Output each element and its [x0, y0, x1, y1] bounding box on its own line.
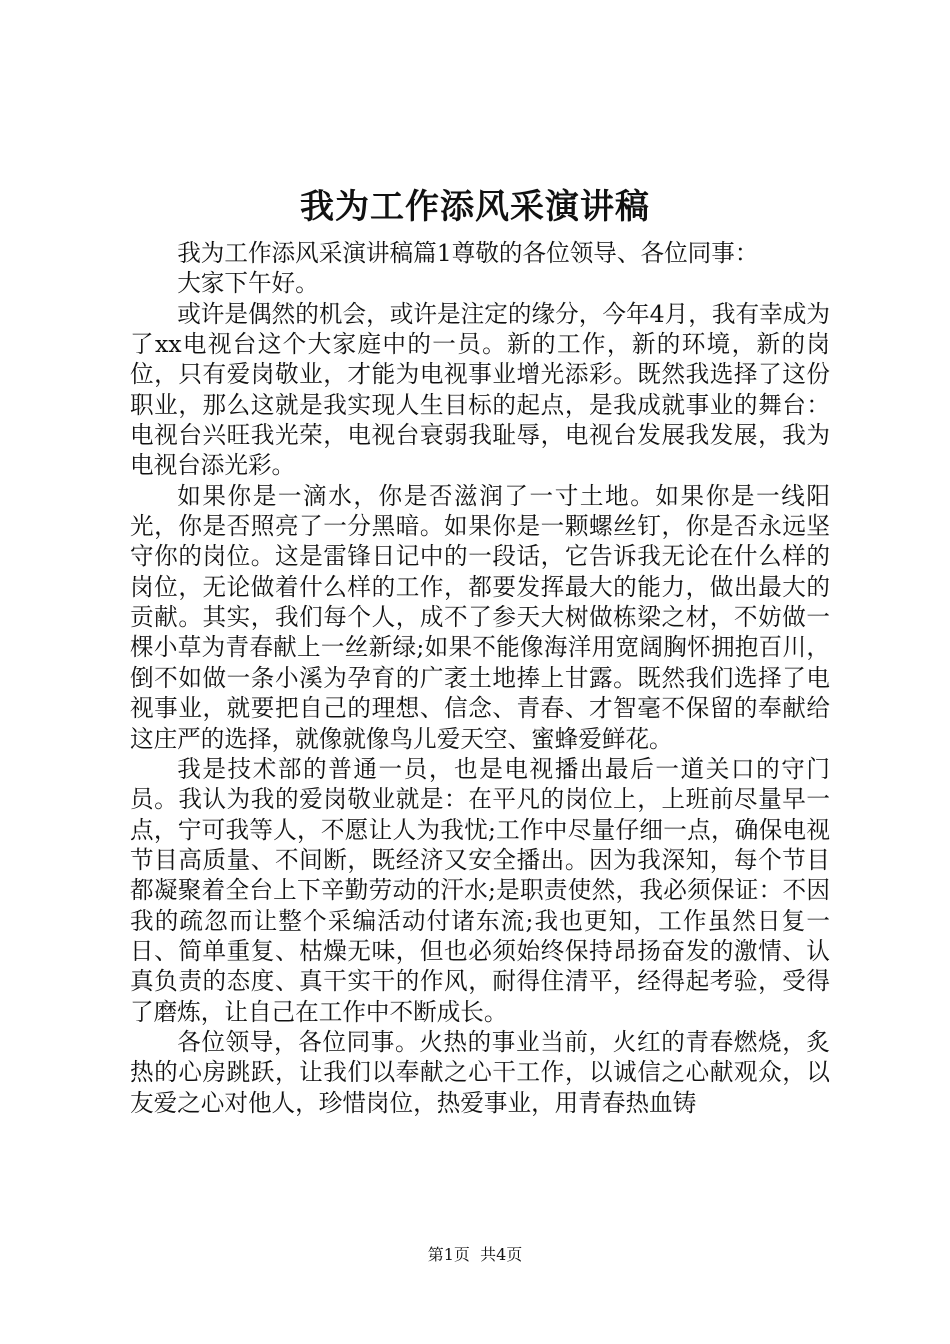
paragraph-greeting: 大家下午好。 — [177, 269, 319, 298]
paragraph-4: 各位领导，各位同事。火热的事业当前，火红的青春燃烧，炙热的心房跳跃，让我们以奉献之心干工作，以诚信之心献观众，以友爱之心对他人，珍惜岗位，热爱事业，用青春热血铸 — [130, 1027, 830, 1117]
paragraph-1: 或许是偶然的机会，或许是注定的缘分，今年4月，我有幸成为了xx电视台这个大家庭中的一员。新的工作，新的环境，新的岗位，只有爱岗敬业，才能为电视事业增光添彩。既然我选择了这份职业，那么这就是我实现人生目标的起点，是我成就事业的舞台：电视台兴旺我光荣，电视台衰弱我耻辱，电视台发展我发展，我为电视台添光彩。 — [130, 299, 830, 480]
paragraph-3: 我是技术部的普通一员，也是电视播出最后一道关口的守门员。我认为我的爱岗敬业就是：在平凡的岗位上，上班前尽量早一点，宁可我等人，不愿让人为我忧;工作中尽量仔细一点，确保电视节目高质量、不间断，既经济又安全播出。因为我深知，每个节目都凝聚着全台上下辛勤劳动的汗水;是职责使然，我必须保证：不因我的疏忽而让整个采编活动付诸东流;我也更知，工作虽然日复一日、简单重复、枯燥无味，但也必须始终保持昂扬奋发的激情、认真负责的态度、真干实干的作风，耐得住清平，经得起考验，受得了磨炼，让自己在工作中不断成长。 — [130, 754, 830, 1026]
document-title: 我为工作添风采演讲稿 — [300, 187, 650, 227]
paragraph-opening: 我为工作添风采演讲稿篇1尊敬的各位领导、各位同事： — [177, 239, 759, 267]
page-footer — [0, 1244, 950, 1266]
paragraph-2: 如果你是一滴水，你是否滋润了一寸土地。如果你是一线阳光，你是否照亮了一分黑暗。如果你是一颗螺丝钉，你是否永远坚守你的岗位。这是雷锋日记中的一段话，它告诉我无论在什么样的岗位，无论做着什么样的工作，都要发挥最大的能力，做出最大的贡献。其实，我们每个人，成不了参天大树做栋梁之材，不妨做一棵小草为青春献上一丝新绿;如果不能像海洋用宽阔胸怀拥抱百川，倒不如做一条小溪为孕育的广袤土地捧上甘露。既然我们选择了电视事业，就要把自己的理想、信念、青春、才智毫不保留的奉献给这庄严的选择，就像就像鸟儿爱天空、蜜蜂爱鲜花。 — [130, 481, 830, 753]
document-body — [130, 238, 830, 1118]
page-number-label: 第1页 共4页 — [427, 1245, 523, 1264]
